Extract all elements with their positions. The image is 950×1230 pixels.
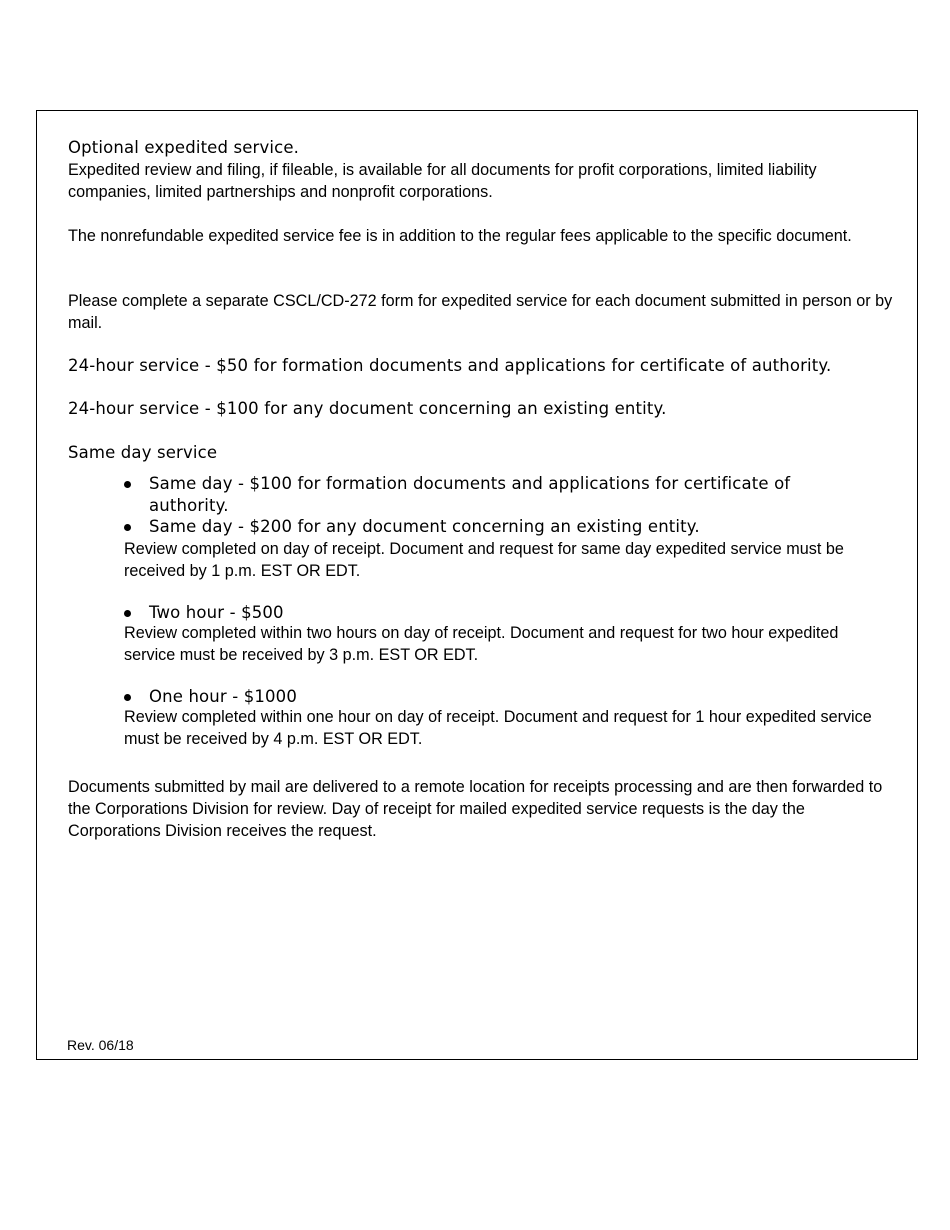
bullet-icon <box>124 524 131 531</box>
service-24h-formation: 24-hour service - $50 for formation documents and applications for certificate of authority. <box>68 356 832 375</box>
one-hour-description: Review completed within one hour on day of receipt. Document and request for 1 hour expedited service must be received by 4 p.m. EST OR EDT. <box>124 708 872 748</box>
one-hour-label: One hour - $1000 <box>149 687 297 706</box>
two-hour-label: Two hour - $500 <box>149 603 284 622</box>
same-day-formation-text: Same day - $100 for formation documents and applications for certificate of authority. <box>149 474 791 515</box>
same-day-existing-item <box>124 516 859 538</box>
same-day-formation-item <box>124 473 859 517</box>
two-hour-description: Review completed within two hours on day of receipt. Document and request for two hour expedited service must be received by 3 p.m. EST OR EDT. <box>124 624 839 664</box>
intro-paragraph: Expedited review and filing, if fileable, is available for all documents for profit corporations, limited liability companies, limited partnerships and nonprofit corporations. <box>68 161 817 201</box>
same-day-existing-text: Same day - $200 for any document concerning an existing entity. <box>149 517 700 536</box>
same-day-heading: Same day service <box>68 443 218 462</box>
same-day-description: Review completed on day of receipt. Document and request for same day expedited service must be received by 1 p.m. EST OR EDT. <box>124 540 844 580</box>
document-frame <box>36 110 918 1060</box>
fee-note-paragraph: The nonrefundable expedited service fee is in addition to the regular fees applicable to the specific document. <box>68 227 852 245</box>
one-hour-item <box>124 686 859 708</box>
mail-note-paragraph: Documents submitted by mail are delivered to a remote location for receipts processing and are then forwarded to the Corporations Division for review. Day of receipt for mailed expedited service requests is the day the Corporations Division receives the request. <box>68 778 883 840</box>
service-24h-existing: 24-hour service - $100 for any document concerning an existing entity. <box>68 399 667 418</box>
bullet-icon <box>124 481 131 488</box>
form-note-paragraph: Please complete a separate CSCL/CD-272 form for expedited service for each document submitted in person or by mail. <box>68 292 893 332</box>
bullet-icon <box>124 694 131 701</box>
section-heading: Optional expedited service. <box>68 138 300 157</box>
bullet-icon <box>124 610 131 617</box>
two-hour-item <box>124 602 859 624</box>
revision-label: Rev. 06/18 <box>67 1037 134 1053</box>
